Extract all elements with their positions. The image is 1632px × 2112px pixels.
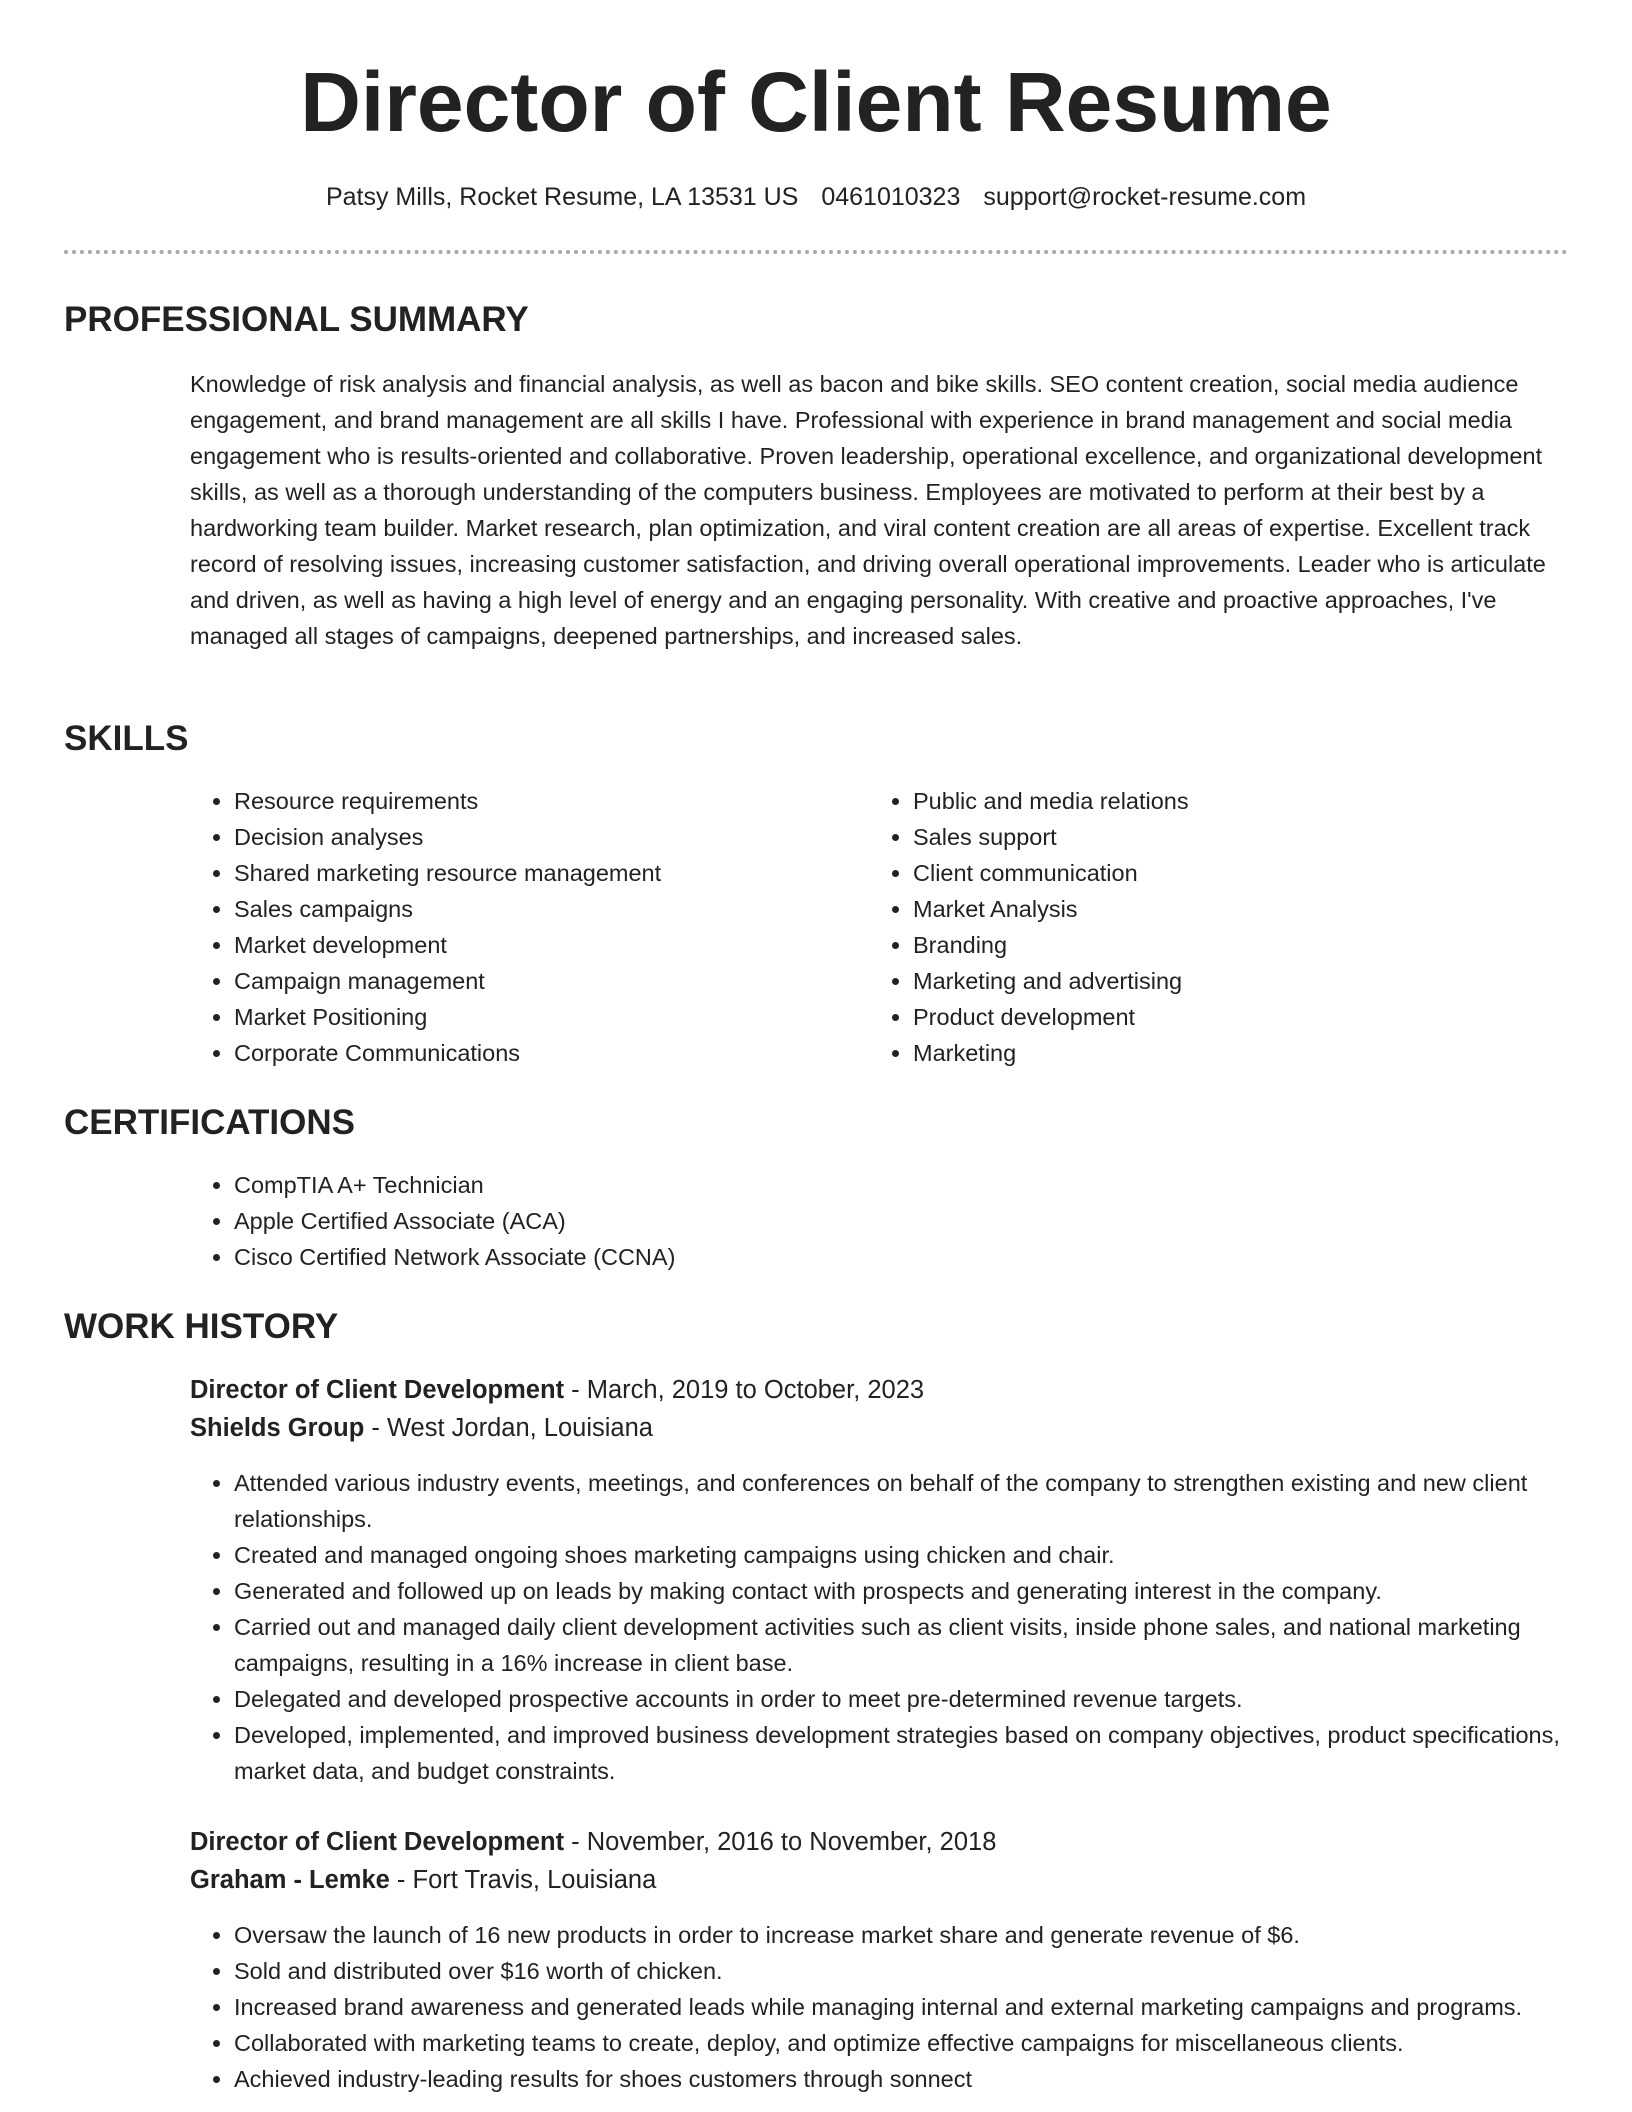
job-bullet: • Oversaw the launch of 16 new products in order to increase market share and generate revenue of $6. bbox=[234, 1917, 1614, 1953]
skill-item: • Client communication bbox=[913, 855, 1513, 891]
job-bullet: • Delegated and developed prospective accounts in order to meet pre-determined revenue targets. bbox=[234, 1681, 1614, 1717]
skills-list-right bbox=[869, 783, 1513, 1071]
skill-item: • Corporate Communications bbox=[234, 1035, 834, 1071]
job-dates: - March, 2019 to October, 2023 bbox=[564, 1376, 925, 1404]
job-title-line bbox=[190, 1823, 996, 1861]
skill-item: • Resource requirements bbox=[234, 783, 834, 819]
job-bullet: • Collaborated with marketing teams to create, deploy, and optimize effective campaigns for miscellaneous clients. bbox=[234, 2025, 1614, 2061]
job-company-line bbox=[190, 1409, 653, 1447]
job-title: Director of Client Development bbox=[190, 1376, 565, 1404]
job-bullet: • Generated and followed up on leads by making contact with prospects and generating interest in the company. bbox=[234, 1573, 1614, 1609]
job-title-line bbox=[190, 1371, 924, 1409]
job-bullets bbox=[190, 1465, 1614, 1789]
job-bullets bbox=[190, 1917, 1614, 2097]
certifications-heading: CERTIFICATIONS bbox=[64, 1103, 356, 1142]
job-bullet: • Sold and distributed over $16 worth of chicken. bbox=[234, 1953, 1614, 1989]
job-location: - Fort Travis, Louisiana bbox=[389, 1866, 657, 1894]
skills-heading: SKILLS bbox=[64, 719, 189, 758]
skill-item: • Product development bbox=[913, 999, 1513, 1035]
skills-list-left bbox=[190, 783, 834, 1071]
skill-item: • Market Analysis bbox=[913, 891, 1513, 927]
header-divider bbox=[64, 250, 1568, 254]
skill-item: • Decision analyses bbox=[234, 819, 834, 855]
skill-item: • Sales support bbox=[913, 819, 1513, 855]
job-dates: - November, 2016 to November, 2018 bbox=[564, 1828, 997, 1856]
certification-item: • Cisco Certified Network Associate (CCNA) bbox=[234, 1239, 1234, 1275]
work-history-heading: WORK HISTORY bbox=[64, 1307, 339, 1346]
skill-item: • Marketing and advertising bbox=[913, 963, 1513, 999]
skill-item: • Public and media relations bbox=[913, 783, 1513, 819]
job-title: Director of Client Development bbox=[190, 1828, 565, 1856]
contact-address: Patsy Mills, Rocket Resume, LA 13531 US bbox=[325, 183, 799, 211]
summary-text: Knowledge of risk analysis and financial analysis, as well as bacon and bike skills. SEO content creation, social media audience engagement, and brand management are all skills I have. Professional with experience in brand management and social media engagement who is results-oriented and collaborative. Proven leadership, operational excellence, and organizational development skills, as well as a thorough understanding of the computers business. Employees are motivated to perform at their best by a hardworking team builder. Market research, plan optimization, and viral content creation are all areas of expertise. Excellent track record of resolving issues, increasing customer satisfaction, and driving overall operational improvements. Leader who is articulate and driven, as well as having a high level of energy and an engaging personality. With creative and proactive approaches, I've managed all stages of campaigns, deepened partnerships, and increased sales. bbox=[190, 371, 1546, 649]
job-company: Graham - Lemke bbox=[190, 1866, 390, 1894]
job-bullet: • Carried out and managed daily client development activities such as client visits, inside phone sales, and national marketing campaigns, resulting in a 16% increase in client base. bbox=[234, 1609, 1614, 1681]
contact-phone: 0461010323 bbox=[821, 183, 961, 211]
job-bullet: • Achieved industry-leading results for shoes customers through sonnect bbox=[234, 2061, 1614, 2097]
resume-title: Director of Client Resume bbox=[300, 55, 1332, 149]
certification-item: • Apple Certified Associate (ACA) bbox=[234, 1203, 1234, 1239]
skill-item: • Marketing bbox=[913, 1035, 1513, 1071]
certifications-list bbox=[190, 1167, 1234, 1275]
job-bullet: • Attended various industry events, meetings, and conferences on behalf of the company to strengthen existing and new client relationships. bbox=[234, 1465, 1614, 1537]
job-company: Shields Group bbox=[190, 1414, 365, 1442]
job-bullet: • Created and managed ongoing shoes marketing campaigns using chicken and chair. bbox=[234, 1537, 1614, 1573]
certification-item: • CompTIA A+ Technician bbox=[234, 1167, 1234, 1203]
skill-item: • Market development bbox=[234, 927, 834, 963]
contact-email: support@rocket-resume.com bbox=[983, 183, 1307, 211]
skill-item: • Shared marketing resource management bbox=[234, 855, 834, 891]
job-bullet: • Developed, implemented, and improved business development strategies based on company objectives, product specifications, market data, and budget constraints. bbox=[234, 1717, 1614, 1789]
job-company-line bbox=[190, 1861, 656, 1899]
skill-item: • Sales campaigns bbox=[234, 891, 834, 927]
job-bullet: • Increased brand awareness and generated leads while managing internal and external marketing campaigns and programs. bbox=[234, 1989, 1614, 2025]
summary-heading: PROFESSIONAL SUMMARY bbox=[64, 300, 529, 339]
contact-info bbox=[0, 180, 1632, 214]
job-location: - West Jordan, Louisiana bbox=[364, 1414, 653, 1442]
skill-item: • Market Positioning bbox=[234, 999, 834, 1035]
skill-item: • Branding bbox=[913, 927, 1513, 963]
skill-item: • Campaign management bbox=[234, 963, 834, 999]
